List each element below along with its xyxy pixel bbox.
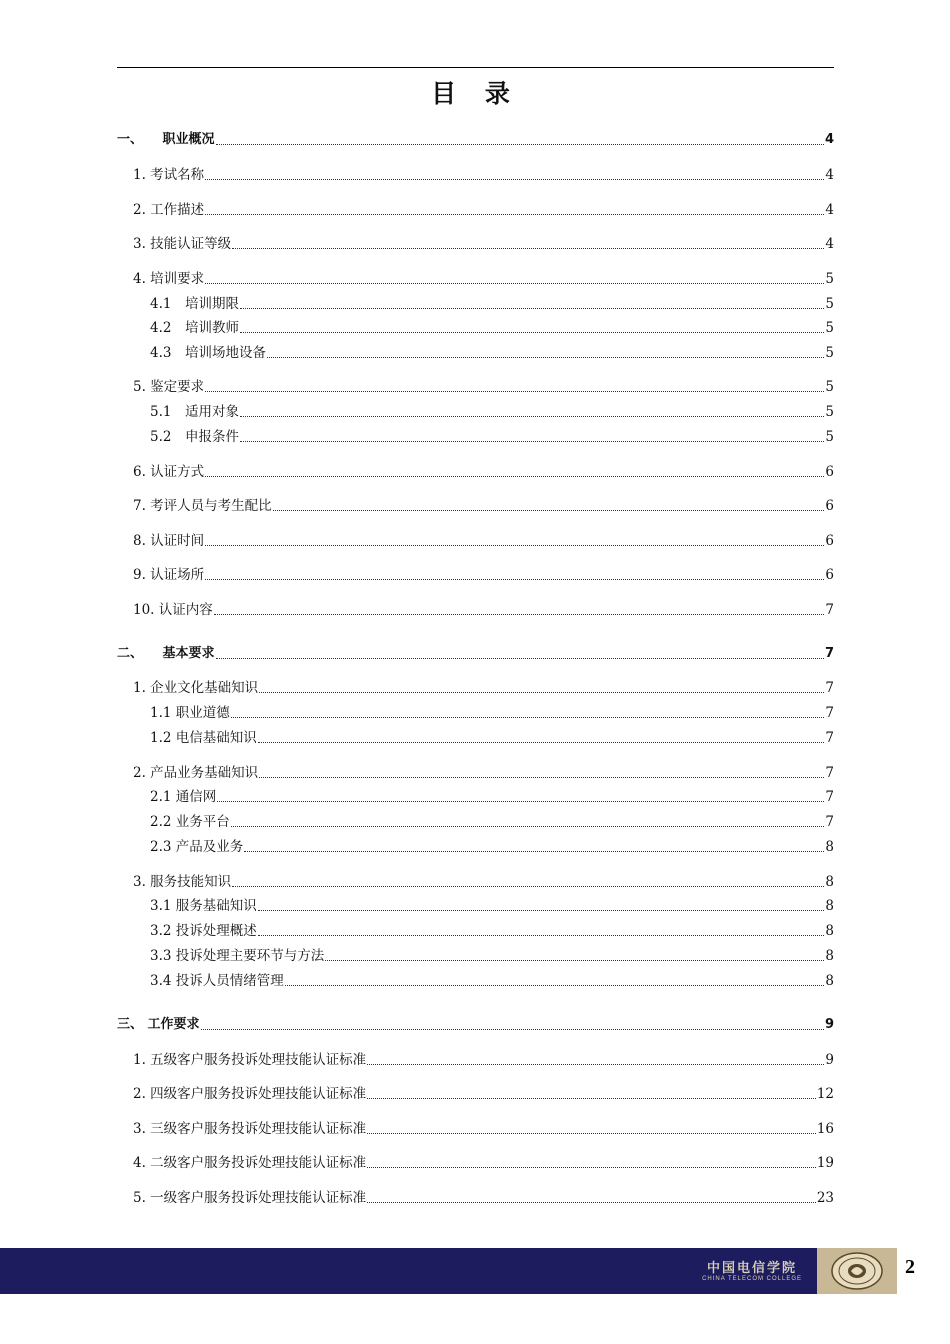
toc-entry-text: 3.3 投诉处理主要环节与方法	[150, 948, 325, 964]
toc-entry[interactable]	[117, 703, 834, 723]
toc-entry[interactable]	[117, 1050, 834, 1070]
toc-entry-text: 2. 产品业务基础知识	[133, 765, 259, 781]
toc-entry[interactable]	[117, 896, 834, 916]
toc-entry-page: 5	[825, 404, 834, 420]
toc-entry[interactable]	[117, 496, 834, 516]
toc-entry-text: 二、 基本要求	[117, 646, 215, 661]
toc-entry-text: 9. 认证场所	[133, 567, 205, 583]
toc-entry[interactable]	[117, 678, 834, 698]
toc-entry[interactable]	[117, 294, 834, 314]
toc-entry-text: 5.1 适用对象	[150, 404, 239, 420]
toc-entry[interactable]	[117, 971, 834, 991]
toc-dot-leader	[367, 1202, 816, 1203]
toc-entry[interactable]	[117, 763, 834, 783]
toc-dot-leader	[367, 1133, 816, 1134]
toc-dot-leader	[231, 826, 825, 827]
toc-entry-text: 5.2 申报条件	[150, 429, 239, 445]
toc-dot-leader	[214, 614, 825, 615]
toc-entry-text: 1. 企业文化基础知识	[133, 680, 259, 696]
toc-entry-text: 3. 三级客户服务投诉处理技能认证标准	[133, 1121, 367, 1137]
toc-entry[interactable]	[117, 812, 834, 832]
toc-entry-text: 5. 一级客户服务投诉处理技能认证标准	[133, 1190, 367, 1206]
toc-entry[interactable]	[117, 1119, 834, 1139]
toc-dot-leader	[201, 1029, 824, 1030]
toc-entry[interactable]	[117, 531, 834, 551]
toc-entry-page: 5	[825, 429, 834, 445]
toc-entry[interactable]	[117, 1188, 834, 1208]
toc-entry-page: 7	[825, 814, 834, 830]
toc-entry[interactable]	[117, 402, 834, 422]
toc-entry-page: 6	[825, 498, 834, 514]
toc-entry-page: 5	[825, 271, 834, 287]
toc-entry-page: 8	[825, 948, 834, 964]
toc-entry-text: 一、 职业概况	[117, 132, 215, 147]
toc-entry-page: 6	[825, 464, 834, 480]
toc-dot-leader	[244, 851, 824, 852]
toc-entry-page: 4	[824, 132, 834, 147]
toc-entry-page: 7	[825, 789, 834, 805]
toc-dot-leader	[240, 308, 824, 309]
toc-entry-page: 5	[825, 320, 834, 336]
toc-entry-text: 2. 四级客户服务投诉处理技能认证标准	[133, 1086, 367, 1102]
toc-entry-page: 8	[825, 874, 834, 890]
toc-entry-page: 7	[825, 705, 834, 721]
toc-entry-text: 1.2 电信基础知识	[150, 730, 257, 746]
toc-entry-text: 三、 工作要求	[117, 1017, 200, 1032]
toc-entry[interactable]	[117, 1153, 834, 1173]
toc-entry-text: 4.2 培训教师	[150, 320, 239, 336]
toc-entry[interactable]	[117, 946, 834, 966]
toc-entry[interactable]	[117, 921, 834, 941]
toc-dot-leader	[258, 742, 825, 743]
toc-entry-page: 7	[825, 730, 834, 746]
top-rule	[117, 67, 834, 68]
toc-entry-text: 1. 考试名称	[133, 167, 205, 183]
toc-entry-page: 5	[825, 345, 834, 361]
toc-dot-leader	[285, 985, 825, 986]
toc-entry-page: 8	[825, 898, 834, 914]
footer-brand	[702, 1257, 802, 1282]
toc-entry[interactable]	[117, 269, 834, 289]
toc-dot-leader	[231, 717, 825, 718]
toc-dot-leader	[240, 416, 824, 417]
toc-entry[interactable]	[117, 234, 834, 254]
toc-entry-text: 3.4 投诉人员情绪管理	[150, 973, 284, 989]
toc-entry[interactable]	[117, 1084, 834, 1104]
toc-entry[interactable]	[117, 318, 834, 338]
toc-entry[interactable]	[117, 837, 834, 857]
toc-entry-page: 8	[825, 839, 834, 855]
toc-entry-text: 4.3 培训场地设备	[150, 345, 266, 361]
footer-band	[0, 1248, 897, 1294]
toc-entry[interactable]	[117, 728, 834, 748]
toc-entry[interactable]	[117, 644, 834, 664]
toc-entry[interactable]	[117, 1015, 834, 1035]
toc-entry[interactable]	[117, 427, 834, 447]
toc-entry[interactable]	[117, 130, 834, 150]
toc-entry[interactable]	[117, 165, 834, 185]
toc-entry-page: 7	[825, 680, 834, 696]
toc-dot-leader	[240, 441, 824, 442]
toc-entry-page: 4	[825, 236, 834, 252]
toc-entry-page: 8	[825, 923, 834, 939]
toc-dot-leader	[217, 801, 824, 802]
toc-entry-text: 4.1 培训期限	[150, 296, 239, 312]
toc-entry-page: 7	[825, 602, 834, 618]
toc-entry[interactable]	[117, 600, 834, 620]
toc-entry[interactable]	[117, 377, 834, 397]
toc-entry-text: 2. 工作描述	[133, 202, 205, 218]
toc-dot-leader	[367, 1167, 816, 1168]
toc-dot-leader	[216, 144, 824, 145]
toc-dot-leader	[259, 777, 824, 778]
toc-dot-leader	[205, 391, 824, 392]
toc-entry-text: 3. 技能认证等级	[133, 236, 232, 252]
logo-box	[817, 1248, 897, 1294]
toc-entry-page: 16	[816, 1121, 834, 1137]
toc-entry-text: 2.1 通信网	[150, 789, 217, 805]
toc-dot-leader	[258, 910, 825, 911]
toc-entry[interactable]	[117, 872, 834, 892]
toc-title: 目 录	[431, 79, 520, 108]
toc-entry-text: 7. 考评人员与考生配比	[133, 498, 272, 514]
toc-entry-text: 3.2 投诉处理概述	[150, 923, 257, 939]
toc-dot-leader	[205, 283, 824, 284]
toc-dot-leader	[216, 658, 824, 659]
toc-entry-page: 4	[825, 202, 834, 218]
toc-dot-leader	[205, 579, 824, 580]
toc-dot-leader	[258, 935, 825, 936]
toc-entry-page: 6	[825, 567, 834, 583]
toc-entry-page: 8	[825, 973, 834, 989]
toc-dot-leader	[205, 545, 824, 546]
toc-dot-leader	[232, 248, 824, 249]
toc-entry-text: 3. 服务技能知识	[133, 874, 232, 890]
toc-entry-page: 5	[825, 296, 834, 312]
toc-entry-page: 9	[825, 1052, 834, 1068]
toc-entry[interactable]	[117, 565, 834, 585]
toc-entry-text: 5. 鉴定要求	[133, 379, 205, 395]
toc-dot-leader	[367, 1064, 824, 1065]
toc-dot-leader	[205, 214, 824, 215]
toc-entry-text: 3.1 服务基础知识	[150, 898, 257, 914]
toc-entry-page: 23	[816, 1190, 834, 1206]
toc-entry[interactable]	[117, 200, 834, 220]
toc-dot-leader	[325, 960, 824, 961]
toc-entry-page: 7	[825, 765, 834, 781]
toc-entry-page: 19	[816, 1155, 834, 1171]
college-emblem-icon	[829, 1251, 885, 1291]
brand-name-en: CHINA TELECOM COLLEGE	[702, 1276, 802, 1282]
toc-entry-page: 4	[825, 167, 834, 183]
brand-name-cn: 中国电信学院	[707, 1261, 798, 1276]
toc-entry-text: 2.2 业务平台	[150, 814, 230, 830]
toc-entry-text: 8. 认证时间	[133, 533, 205, 549]
toc-entry-text: 6. 认证方式	[133, 464, 205, 480]
toc-entry-page: 5	[825, 379, 834, 395]
toc-entry-text: 4. 培训要求	[133, 271, 205, 287]
toc-entry[interactable]	[117, 462, 834, 482]
toc-entry-page: 12	[816, 1086, 834, 1102]
toc-dot-leader	[205, 476, 824, 477]
toc-entry-page: 6	[825, 533, 834, 549]
toc-entry-text: 10. 认证内容	[133, 602, 213, 618]
toc-entry-text: 1. 五级客户服务投诉处理技能认证标准	[133, 1052, 367, 1068]
toc-entry-text: 4. 二级客户服务投诉处理技能认证标准	[133, 1155, 367, 1171]
page-number: 2	[905, 1256, 915, 1278]
toc-dot-leader	[273, 510, 825, 511]
toc-entry-page: 9	[824, 1017, 834, 1032]
toc-dot-leader	[205, 179, 824, 180]
toc-entry-text: 1.1 职业道德	[150, 705, 230, 721]
toc-dot-leader	[232, 886, 824, 887]
toc-entry[interactable]	[117, 343, 834, 363]
toc-entry[interactable]	[117, 787, 834, 807]
toc-dot-leader	[259, 692, 824, 693]
toc-dot-leader	[367, 1098, 816, 1099]
toc-entry-text: 2.3 产品及业务	[150, 839, 244, 855]
toc-entry-page: 7	[824, 646, 834, 661]
toc-dot-leader	[267, 357, 824, 358]
toc-dot-leader	[240, 332, 824, 333]
